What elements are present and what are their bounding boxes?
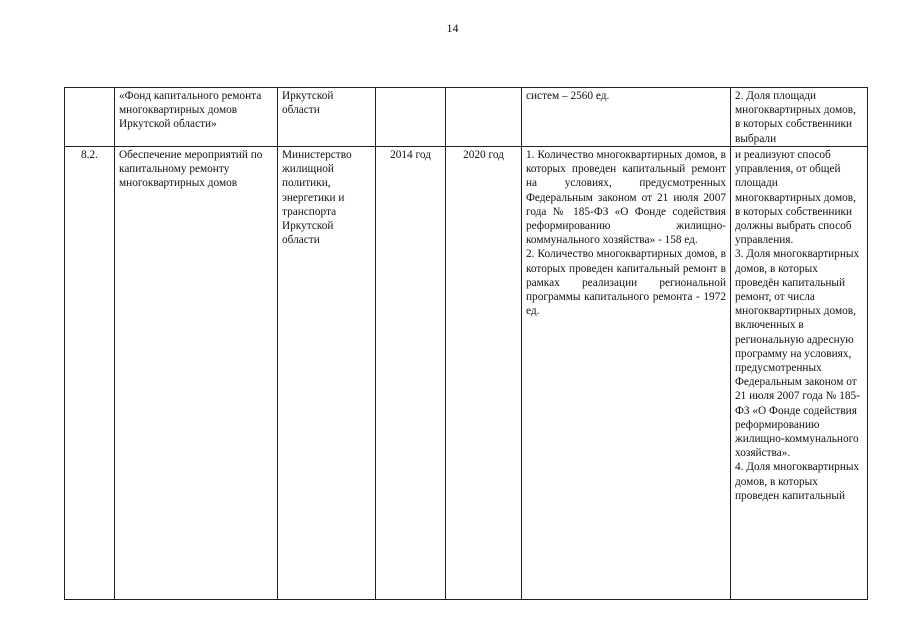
table-row	[65, 88, 868, 147]
indicator-item: 4. Доля многоквартирных домов, в которых проведен капитальный	[735, 461, 860, 502]
cell-start-year: 2014 год	[376, 147, 446, 600]
cell-results	[522, 147, 731, 600]
cell-end-year	[446, 88, 522, 147]
result-item: 1. Количество многоквартирных домов, в которых проведен капитальный ремонт на условиях, предусмотренных Федеральным законом от 21 июля 2007 года № 185-ФЗ «О Фонде содействия реформированию жилищно-коммунального хозяйства» - 158 ед.	[526, 149, 726, 247]
table-row	[65, 147, 868, 600]
cell-end-year: 2020 год	[446, 147, 522, 600]
indicator-item: 3. Доля многоквартирных домов, в которых проведён капитальный ремонт, от числа многоквартирных домов, включенных в региональную адресную программу на условиях, предусмотренных Федеральным законом от 21 июля 2007 года № 185-ФЗ «О Фонде содействия реформированию жилищно-коммунального хозяйства».	[735, 248, 860, 460]
program-table	[64, 87, 868, 600]
indicator-item: и реализуют способ управления, от общей площади многоквартирных домов, в которых собственники должны выбрать способ управления.	[735, 149, 856, 247]
cell-indicators	[731, 88, 868, 147]
cell-results	[522, 88, 731, 147]
cell-indicators	[731, 147, 868, 600]
cell-number: 8.2.	[65, 147, 115, 600]
result-item: 2. Количество многоквартирных домов, в которых проведен капитальный ремонт в рамках реализации региональной программы капитального ремонта - 1972 ед.	[526, 248, 726, 318]
cell-number	[65, 88, 115, 147]
indicator-item: 2. Доля площади многоквартирных домов, в которых собственники выбрали	[735, 90, 856, 145]
cell-start-year	[376, 88, 446, 147]
result-item: систем – 2560 ед.	[526, 90, 610, 102]
cell-executor: Иркутской области	[278, 88, 376, 147]
cell-executor: Министерство жилищной политики, энергетики и транспорта Иркутской области	[278, 147, 376, 600]
cell-event-name: «Фонд капитального ремонта многоквартирных домов Иркутской области»	[115, 88, 278, 147]
page-number: 14	[446, 21, 459, 35]
cell-event-name: Обеспечение мероприятий по капитальному ремонту многоквартирных домов	[115, 147, 278, 600]
